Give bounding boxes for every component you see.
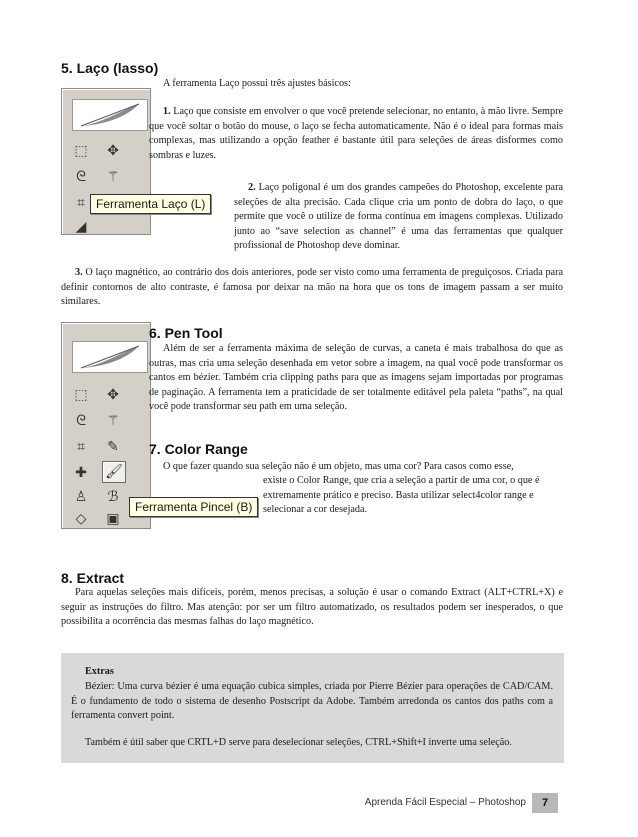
move-icon: ✥	[107, 387, 119, 403]
extras-title: Extras	[85, 666, 114, 677]
slice-icon: ✎	[107, 439, 119, 455]
footer-title: Aprenda Fácil Especial – Photoshop	[364, 797, 526, 808]
brush-icon: 🖌	[102, 461, 126, 483]
section-5-item-3: 3. O laço magnético, ao contrário dos dois anteriores, pode ser visto como uma ferramenta de preguiçosos. Criada para definir contornos de alto contraste, é famosa por deixar na mão na hora que os tons de imagem passam a ser muito similares.	[61, 267, 563, 308]
section-7-text-line-1: O que fazer quando sua seleção não é um objeto, mas uma cor? Para casos como esse,	[163, 461, 514, 472]
extras-paragraph-2: Também é útil saber que CRTL+D serve para deselecionar seleções, CTRL+Shift+I inverte uma seleção.	[85, 737, 512, 748]
section-6-text: Além de ser a ferramenta máxima de seleção de curvas, a caneta é mais trabalhosa do que as outras, mas cria uma seleção desenhada em vetor sobre a imagem, na qual você pode transformar os cantos em bézier. Também cria clipping paths para que as imagens sejam importadas por programas de paginação. A ferramenta tem a praticidade de ser totalmente editável pela paleta “paths”, na qual você pode transformar seu path em uma seleção.	[149, 343, 563, 413]
section-5-intro: A ferramenta Laço possui três ajustes básicos:	[163, 78, 351, 89]
section-5-item-2: 2. Laço poligonal é um dos grandes campeões do Photoshop, excelente para seleções de alta precisão. Cada clique cria um ponto de dobra do laço, o que permite que você o utilize de forma contínua em imagens complexas. Utilizado junto ao “save selection as channel” é uma das ferramentas que qualquer profissional de Photoshop deve dominar.	[234, 182, 563, 252]
section-8-heading: 8. Extract	[61, 570, 125, 586]
lasso-icon: ᘓ	[76, 169, 86, 185]
section-5-heading: 5. Laço (lasso)	[61, 60, 159, 76]
eraser-icon: ◇	[75, 511, 87, 527]
page-number: 7	[532, 793, 558, 813]
section-8-text: Para aquelas seleções mais difíceis, porém, menos precisas, a solução é usar o comando Extract (ALT+CTRL+X) e seguir as instruções do filtro. Mas atenção: por ser um filtro automatizado, os resultados podem ser inesperados, o que possibilita a ocorrência das mesmas falhas do laço magnético.	[61, 587, 563, 628]
section-7-text-rest: existe o Color Range, que cria a seleção a partir de uma cor, o que é extremamente prático e preciso. Basta utilizar select4color range e selecionar a cor desejada.	[263, 475, 540, 516]
healing-brush-icon: ✚	[75, 465, 87, 481]
gradient-icon: ▣	[106, 511, 120, 527]
history-brush-icon: ℬ	[107, 489, 119, 505]
extras-box	[61, 653, 564, 763]
brush-tooltip: Ferramenta Pincel (B)	[129, 497, 258, 517]
move-icon: ✥	[107, 143, 119, 159]
stamp-icon: ♙	[74, 489, 88, 505]
crop-icon: ⌗	[77, 195, 85, 211]
lasso-icon: ᘓ	[76, 413, 86, 429]
brush-partial-icon: ◢	[75, 219, 87, 235]
feather-icon	[72, 99, 148, 131]
magic-wand-icon: ⚚	[106, 169, 120, 185]
lasso-tooltip: Ferramenta Laço (L)	[90, 194, 211, 214]
extras-paragraph-1: Bézier: Uma curva bézier é uma equação cubica simples, criada por Pierre Bézier para operações de CAD/CAM. É o fundamento de todo o sistema de desenho Postscript da Adobe. Também arredonda os cantos dos paths com a ferramenta convert point.	[71, 681, 553, 722]
crop-icon: ⌗	[77, 439, 85, 455]
section-5-item-1: 1. Laço que consiste em envolver o que você pretende selecionar, no entanto, à mão livre. Sempre que você soltar o botão do mouse, o laço se fecha automaticamente. Não é o ideal para formas mais complexas, mas utilizando a opção feather é bastante útil para seleções de áreas disformes como sombras e luzes.	[149, 106, 563, 161]
marquee-icon: ⬚	[74, 387, 88, 403]
marquee-icon: ⬚	[74, 143, 88, 159]
section-6-heading: 6. Pen Tool	[149, 325, 223, 341]
section-7-heading: 7. Color Range	[149, 441, 248, 457]
magic-wand-icon: ⚚	[106, 413, 120, 429]
feather-icon	[72, 341, 148, 373]
